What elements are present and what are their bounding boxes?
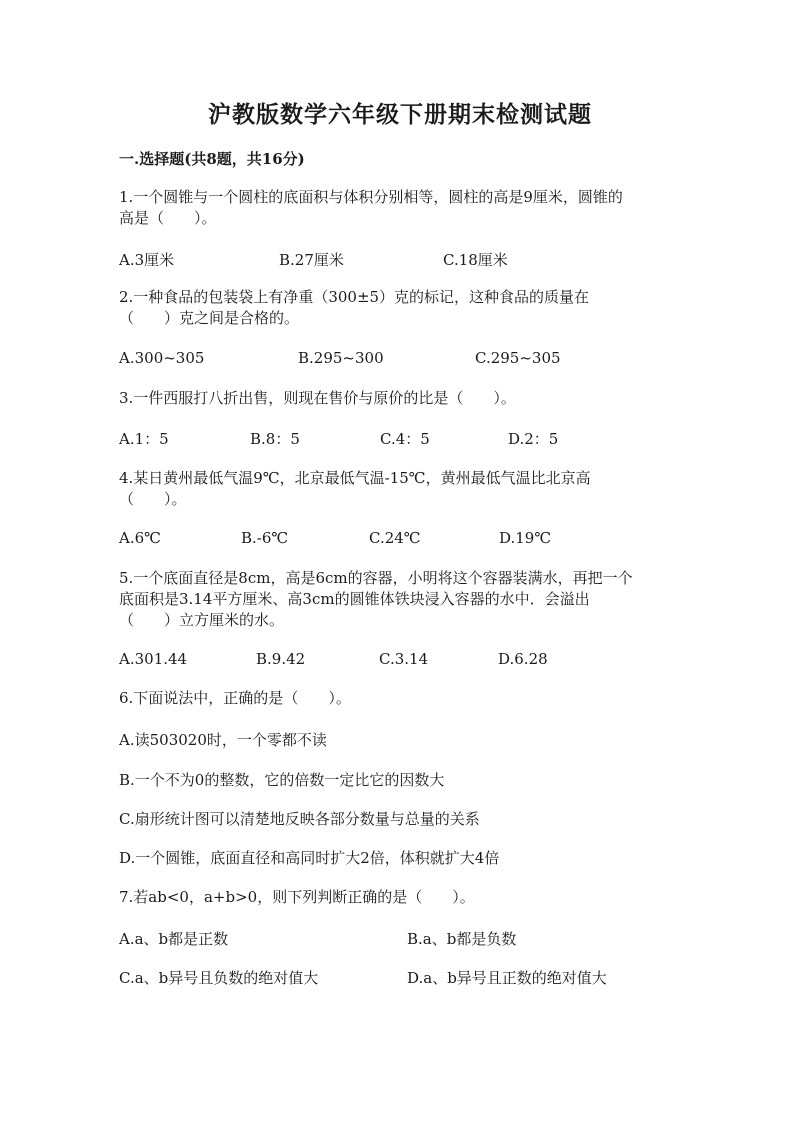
- question-7-options-row-1: [119, 928, 719, 950]
- section-heading: 一.选择题(共8题，共16分): [119, 150, 305, 168]
- option-a: A.6℃: [119, 529, 161, 547]
- option-a: A.3厘米: [119, 251, 175, 269]
- option-c: C.295~305: [475, 349, 561, 367]
- question-6: [119, 688, 351, 709]
- question-4-options: [119, 529, 719, 551]
- option-b: B.295~300: [298, 349, 384, 367]
- question-2: [119, 287, 589, 329]
- option-c: C.扇形统计图可以清楚地反映各部分数量与总量的关系: [119, 810, 480, 828]
- option-a: A.读503020时，一个零都不读: [119, 731, 327, 749]
- option-b: B.-6℃: [241, 529, 289, 547]
- question-1: [119, 187, 623, 229]
- question-5-options: [119, 650, 719, 672]
- question-line: （ ）。: [119, 490, 187, 508]
- question-line: 3.一件西服打八折出售，则现在售价与原价的比是（ ）。: [119, 389, 516, 407]
- question-7-options-row-2: [119, 967, 719, 989]
- question-3-options: [119, 428, 719, 450]
- question-6-option-b: [119, 769, 719, 791]
- question-line: 高是（ ）。: [119, 209, 217, 227]
- option-a: A.1：5: [119, 430, 169, 448]
- question-line: 底面积是3.14平方厘米、高3cm的圆锥体铁块浸入容器的水中．会溢出: [119, 590, 590, 608]
- question-line: 5.一个底面直径是8cm，高是6cm的容器，小明将这个容器装满水，再把一个: [119, 569, 633, 587]
- option-b: B.27厘米: [279, 251, 344, 269]
- question-7: [119, 887, 475, 908]
- option-d: D.2：5: [508, 430, 559, 448]
- question-4: [119, 468, 591, 510]
- question-line: （ ）立方厘米的水。: [119, 611, 285, 629]
- option-d: D.a、b异号且正数的绝对值大: [407, 969, 607, 987]
- question-2-options: [119, 349, 719, 371]
- question-line: 2.一种食品的包装袋上有净重（300±5）克的标记，这种食品的质量在: [119, 288, 590, 306]
- option-b: B.9.42: [256, 650, 306, 668]
- question-line: （ ）克之间是合格的。: [119, 309, 300, 327]
- option-a: A.a、b都是正数: [119, 930, 229, 948]
- option-a: A.301.44: [119, 650, 188, 668]
- question-5: [119, 568, 633, 631]
- option-c: C.18厘米: [443, 251, 508, 269]
- question-line: 1.一个圆锥与一个圆柱的底面积与体积分别相等，圆柱的高是9厘米，圆锥的: [119, 188, 623, 206]
- question-6-option-d: [119, 847, 719, 869]
- option-d: D.6.28: [498, 650, 548, 668]
- question-line: 4.某日黄州最低气温9℃，北京最低气温-15℃，黄州最低气温比北京高: [119, 469, 591, 487]
- option-c: C.a、b异号且负数的绝对值大: [119, 969, 319, 987]
- option-c: C.24℃: [369, 529, 421, 547]
- question-6-option-a: [119, 729, 719, 751]
- option-d: D.一个圆锥，底面直径和高同时扩大2倍，体积就扩大4倍: [119, 849, 500, 867]
- question-line: 7.若ab<0，a+b>0，则下列判断正确的是（ ）。: [119, 888, 475, 906]
- question-6-option-c: [119, 808, 719, 830]
- option-c: C.3.14: [379, 650, 429, 668]
- option-c: C.4：5: [380, 430, 430, 448]
- question-3: [119, 388, 516, 409]
- option-b: B.一个不为0的整数，它的倍数一定比它的因数大: [119, 771, 445, 789]
- question-line: 6.下面说法中，正确的是（ ）。: [119, 689, 351, 707]
- option-b: B.8：5: [250, 430, 300, 448]
- question-1-options: [119, 249, 719, 271]
- page-title: 沪教版数学六年级下册期末检测试题: [208, 101, 592, 128]
- option-b: B.a、b都是负数: [407, 930, 517, 948]
- option-d: D.19℃: [499, 529, 552, 547]
- option-a: A.300~305: [119, 349, 205, 367]
